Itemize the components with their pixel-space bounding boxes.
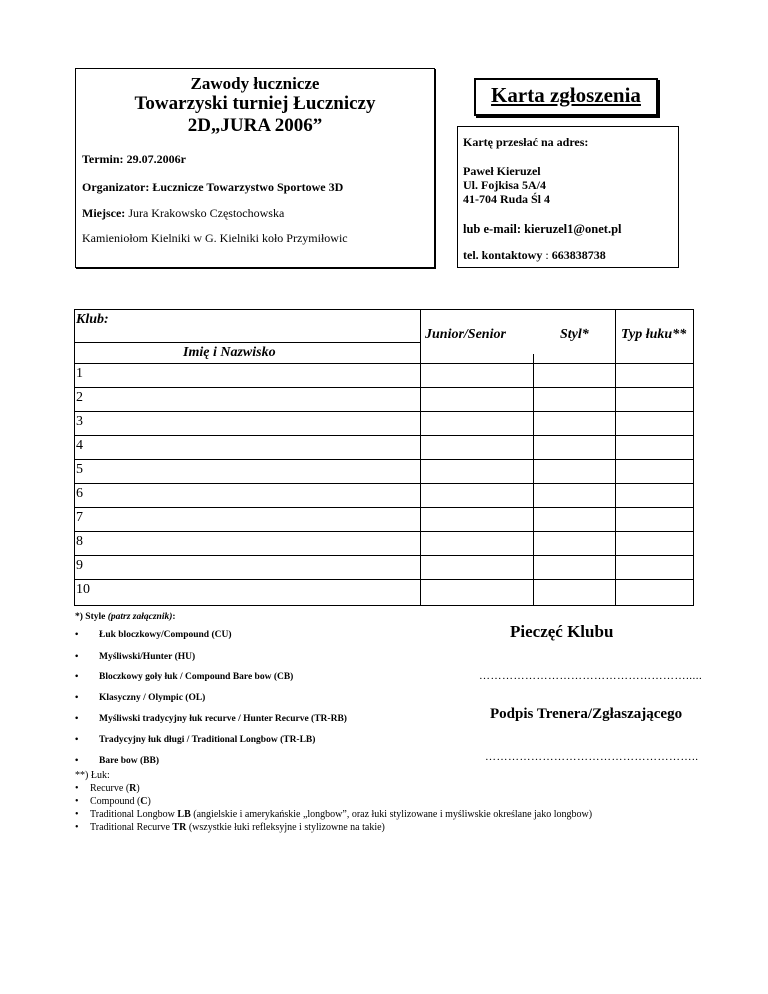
style-item-label: Bare bow (BB)	[99, 756, 159, 766]
organizer-value: Łucznicze Towarzystwo Sportowe 3D	[152, 180, 344, 194]
styles-heading-note: (patrz załącznik)	[107, 612, 173, 622]
club-label: Klub:	[76, 312, 109, 327]
address-name: Paweł Kieruzel	[463, 164, 541, 178]
address-email[interactable]: lub e-mail: kieruzel1@onet.pl	[463, 222, 622, 236]
row-line	[75, 459, 693, 460]
row-number: 7	[76, 510, 83, 525]
row-number: 10	[76, 582, 90, 597]
style-item-label: Łuk bloczkowy/Compound (CU)	[99, 630, 232, 640]
row-line	[75, 507, 693, 508]
bow-item-pre: Traditional Recurve	[90, 822, 173, 833]
bow-item-code: R	[129, 783, 137, 794]
signature-dotted-line: ………………………………………………..	[485, 751, 699, 763]
styles-heading	[75, 612, 176, 622]
styles-heading-colon: :	[172, 612, 176, 622]
bow-item	[75, 822, 385, 833]
row-line	[75, 555, 693, 556]
event-name-line2: 2D„JURA 2006”	[187, 115, 323, 136]
address-heading: Kartę przesłać na adres:	[463, 135, 589, 149]
address-street: Ul. Fojkisa 5A/4	[463, 178, 547, 192]
row-line	[75, 579, 693, 580]
style-item-label: Klasyczny / Olympic (OL)	[99, 693, 206, 703]
organizer-label: Organizator:	[82, 180, 150, 194]
row-number: 3	[76, 414, 83, 429]
event-place-detail: Kamieniołom Kielniki w G. Kielniki koło Przymiłowic	[82, 231, 348, 245]
phone-label: tel. kontaktowy	[463, 248, 543, 262]
style-item	[75, 693, 205, 703]
bow-item-post: )	[147, 796, 151, 807]
bow-item-pre: Recurve (	[90, 783, 130, 794]
style-item-label: Myśliwski/Hunter (HU)	[99, 652, 196, 662]
row-line	[75, 435, 693, 436]
column-divider	[615, 310, 616, 605]
style-item-label: Myśliwski tradycyjny łuk recurve / Hunter Recurve (TR-RB)	[99, 714, 347, 724]
column-divider	[420, 310, 421, 605]
date-value: 29.07.2006r	[126, 152, 186, 166]
row-line	[75, 411, 693, 412]
stamp-dotted-line: ……………………………………………….....	[479, 670, 703, 682]
event-info-box	[75, 68, 435, 268]
phone-separator: :	[542, 248, 552, 262]
address-city: 41-704 Ruda Śl 4	[463, 192, 551, 206]
bow-item-pre: Traditional Longbow	[90, 809, 178, 820]
bullet-icon: •	[75, 796, 79, 807]
row-number: 4	[76, 438, 83, 453]
bow-item-post: (angielskie i amerykańskie „longbow”, oraz łuki stylizowane i myśliwskie określane jako longbow)	[190, 809, 593, 820]
column-header-style: Styl*	[560, 327, 589, 342]
row-number: 1	[76, 366, 83, 381]
bullet-icon: •	[75, 756, 79, 766]
bullet-icon: •	[75, 630, 79, 640]
style-item	[75, 756, 159, 766]
bullet-icon: •	[75, 822, 79, 833]
event-name-line1: Towarzyski turniej Łuczniczy	[134, 93, 376, 114]
event-organizer	[82, 180, 343, 195]
styles-heading-label: *) Style	[75, 612, 106, 622]
style-item	[75, 630, 232, 640]
event-subtitle: Zawody łucznicze	[190, 74, 320, 93]
club-divider	[75, 342, 420, 343]
event-date	[82, 152, 186, 167]
style-item-label: Tradycyjny łuk długi / Traditional Longbow (TR-LB)	[99, 735, 316, 745]
column-header-junior-senior: Junior/Senior	[425, 327, 506, 342]
bullet-icon: •	[75, 652, 79, 662]
form-title: Karta zgłoszenia	[491, 83, 641, 107]
bullet-icon: •	[75, 809, 79, 820]
bullet-icon: •	[75, 672, 79, 682]
bow-item-code: TR	[172, 822, 187, 833]
bow-item-code: C	[140, 796, 148, 807]
row-number: 6	[76, 486, 83, 501]
row-line	[75, 387, 693, 388]
row-line	[75, 363, 693, 364]
row-number: 8	[76, 534, 83, 549]
signature-label: Podpis Trenera/Zgłaszającego	[490, 706, 683, 722]
row-number: 2	[76, 390, 83, 405]
bow-item-post: )	[136, 783, 140, 794]
row-number: 9	[76, 558, 83, 573]
date-label: Termin:	[82, 152, 124, 166]
bow-item-post: (wszystkie łuki refleksyjne i stylizowne na takie)	[186, 822, 385, 833]
event-place	[82, 206, 284, 221]
row-number: 5	[76, 462, 83, 477]
place-label: Miejsce:	[82, 206, 126, 220]
registration-table	[74, 309, 694, 606]
bow-item	[75, 783, 140, 794]
style-item	[75, 652, 195, 662]
row-line	[75, 483, 693, 484]
style-item	[75, 672, 293, 682]
place-value: Jura Krakowsko Częstochowska	[128, 206, 285, 220]
bow-types-heading: **) Łuk:	[75, 770, 110, 781]
form-title-box	[474, 78, 658, 116]
address-box	[457, 126, 679, 268]
bullet-icon: •	[75, 714, 79, 724]
bow-item-pre: Compound (	[90, 796, 141, 807]
bullet-icon: •	[75, 735, 79, 745]
column-divider	[533, 354, 534, 605]
bow-item	[75, 809, 592, 820]
name-header: Imię i Nazwisko	[183, 345, 276, 360]
style-item	[75, 714, 347, 724]
bullet-icon: •	[75, 783, 79, 794]
bullet-icon: •	[75, 693, 79, 703]
column-header-bow-type: Typ łuku**	[621, 327, 687, 342]
club-stamp-label: Pieczęć Klubu	[510, 622, 614, 641]
address-phone	[463, 248, 606, 263]
style-item-label: Bloczkowy goły łuk / Compound Bare bow (CB)	[99, 672, 294, 682]
phone-value: 663838738	[551, 248, 606, 262]
style-item	[75, 735, 315, 745]
bow-item	[75, 796, 151, 807]
bow-item-code: LB	[177, 809, 191, 820]
row-line	[75, 531, 693, 532]
